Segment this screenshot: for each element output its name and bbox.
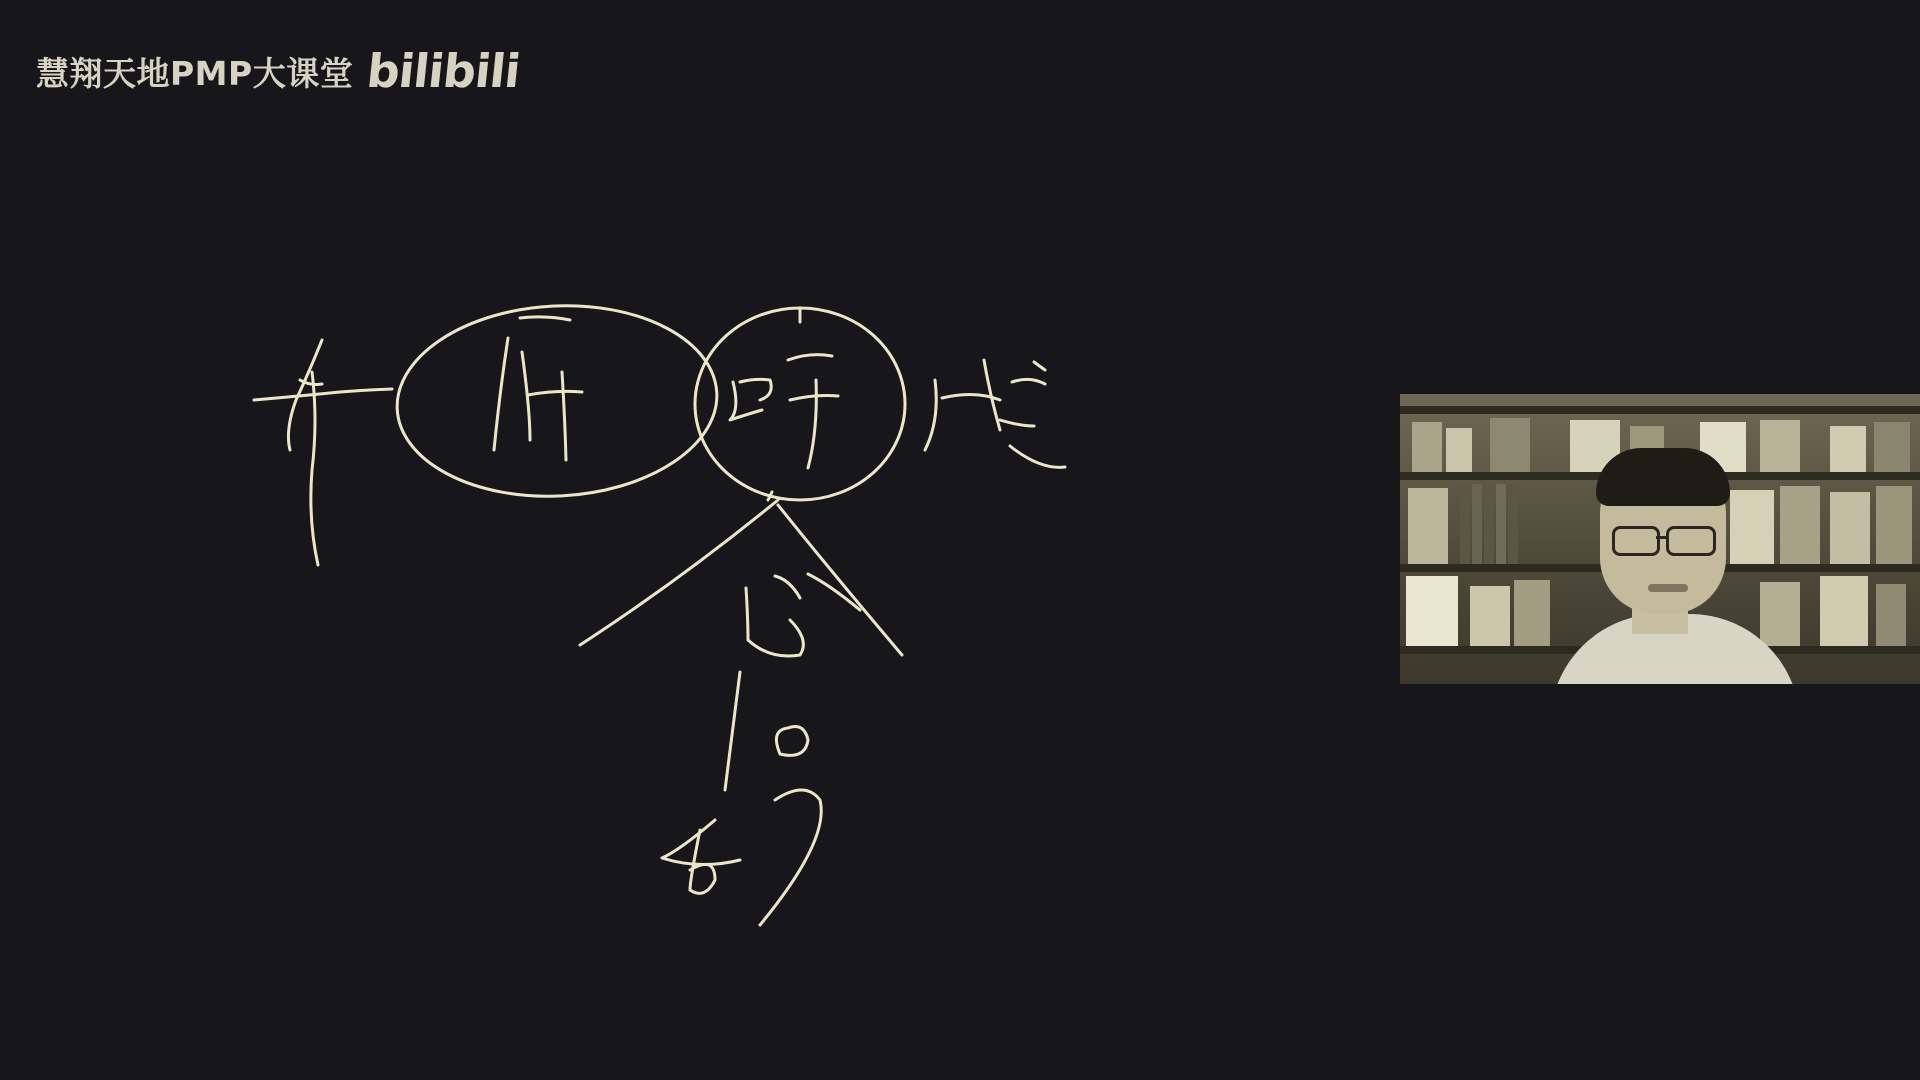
- handwritten-numbers: [662, 672, 821, 925]
- handwriting-left-glyph: [254, 340, 392, 565]
- handwriting-left-circle-glyph: [494, 317, 582, 460]
- glasses-bridge: [1656, 536, 1668, 539]
- handwriting-right-glyph: [925, 360, 1065, 467]
- handwriting-tree-branches: [580, 492, 902, 655]
- presenter-hair: [1596, 448, 1730, 506]
- presenter-mouth: [1648, 584, 1688, 592]
- glasses-right-lens: [1666, 526, 1716, 556]
- handwriting-circle-left: [392, 298, 722, 504]
- bookshelf-row: [1400, 406, 1920, 414]
- presenter-video: [1520, 444, 1820, 684]
- channel-name: 慧翔天地PMP大课堂: [36, 53, 354, 93]
- handwriting-circle-right: [695, 308, 905, 500]
- glasses-left-lens: [1612, 526, 1660, 556]
- handwriting-right-circle-glyph: [730, 310, 838, 468]
- webcam-overlay: [1400, 394, 1920, 684]
- bilibili-logo: bilibili: [364, 44, 523, 98]
